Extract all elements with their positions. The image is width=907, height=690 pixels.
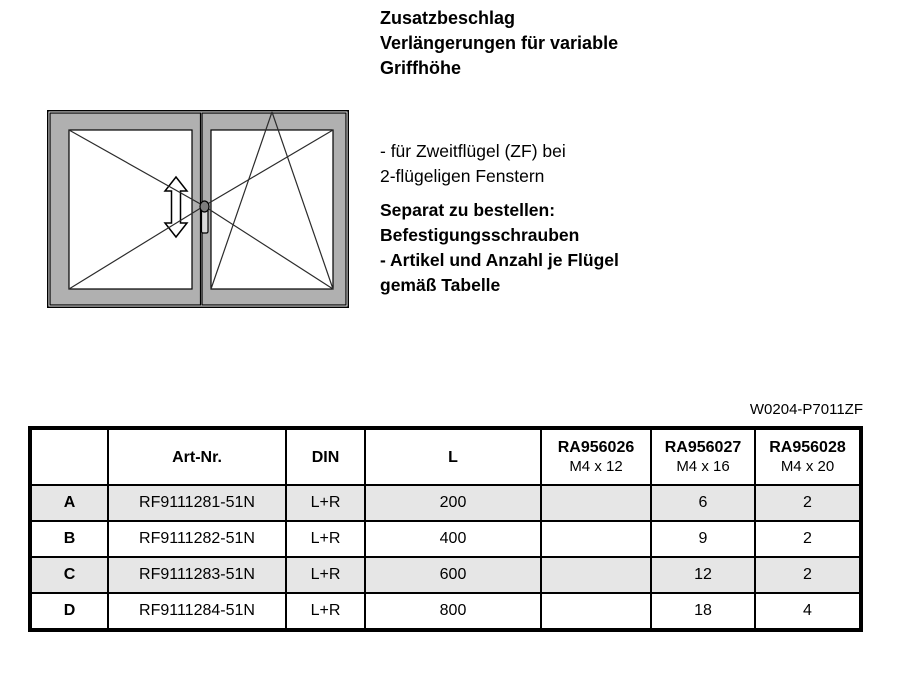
col-header-line: RA956026 (557, 439, 635, 456)
table-cell: 400 (365, 521, 541, 557)
description-line: Separat zu bestellen: (380, 200, 556, 220)
col-header-l: L (365, 428, 541, 485)
table-cell: RF9111284-51N (108, 593, 286, 630)
parts-table (28, 426, 863, 632)
col-header-empty (30, 428, 108, 485)
col-header-ra956026 (541, 428, 651, 485)
table-cell (541, 485, 651, 521)
col-header-artnr: Art-Nr. (108, 428, 286, 485)
table-row (30, 521, 861, 557)
page-title (380, 6, 618, 81)
row-key-cell: B (30, 521, 108, 557)
table-cell: 12 (651, 557, 755, 593)
col-header-line: RA956027 (664, 439, 742, 456)
table-cell: 2 (755, 485, 861, 521)
parts-table-body (30, 485, 861, 630)
col-header-line: RA956028 (769, 439, 846, 456)
window-diagram (47, 110, 349, 308)
table-cell: 2 (755, 521, 861, 557)
table-cell: 800 (365, 593, 541, 630)
col-header-ra956027 (651, 428, 755, 485)
title-line: Griffhöhe (380, 58, 461, 78)
table-cell (541, 593, 651, 630)
table-cell: L+R (286, 521, 365, 557)
table-cell: L+R (286, 557, 365, 593)
row-key-cell: D (30, 593, 108, 630)
table-cell: 6 (651, 485, 755, 521)
description-bold-block (380, 198, 619, 298)
col-header-subline: M4 x 12 (569, 458, 623, 475)
description (380, 139, 619, 298)
table-row (30, 485, 861, 521)
table-cell: RF9111281-51N (108, 485, 286, 521)
table-header-row (30, 428, 861, 485)
table-cell (541, 521, 651, 557)
title-line: Verlängerungen für variable (380, 33, 619, 53)
table-cell (541, 557, 651, 593)
table-row (30, 557, 861, 593)
table-cell: L+R (286, 593, 365, 630)
table-cell: 4 (755, 593, 861, 630)
table-cell: L+R (286, 485, 365, 521)
col-header-din: DIN (286, 428, 365, 485)
col-header-ra956028 (755, 428, 861, 485)
description-line: - für Zweitflügel (ZF) bei (380, 141, 566, 161)
title-line: Zusatzbeschlag (380, 8, 516, 28)
description-line: gemäß Tabelle (380, 275, 501, 295)
table-cell: 18 (651, 593, 755, 630)
description-line: 2-flügeligen Fenstern (380, 166, 545, 186)
table-cell: 600 (365, 557, 541, 593)
col-header-subline: M4 x 20 (780, 458, 835, 475)
row-key-cell: A (30, 485, 108, 521)
table-cell: 9 (651, 521, 755, 557)
col-header-subline: M4 x 16 (676, 458, 730, 475)
table-cell: RF9111283-51N (108, 557, 286, 593)
description-line: Befestigungsschrauben (380, 225, 580, 245)
right-sash-glass (211, 130, 333, 289)
table-cell: 200 (365, 485, 541, 521)
row-key-cell: C (30, 557, 108, 593)
table-cell: RF9111282-51N (108, 521, 286, 557)
window-handle-icon (200, 201, 209, 233)
table-row (30, 593, 861, 630)
doc-code: W0204-P7011ZF (749, 401, 863, 418)
table-cell: 2 (755, 557, 861, 593)
description-line: - Artikel und Anzahl je Flügel (380, 250, 619, 270)
